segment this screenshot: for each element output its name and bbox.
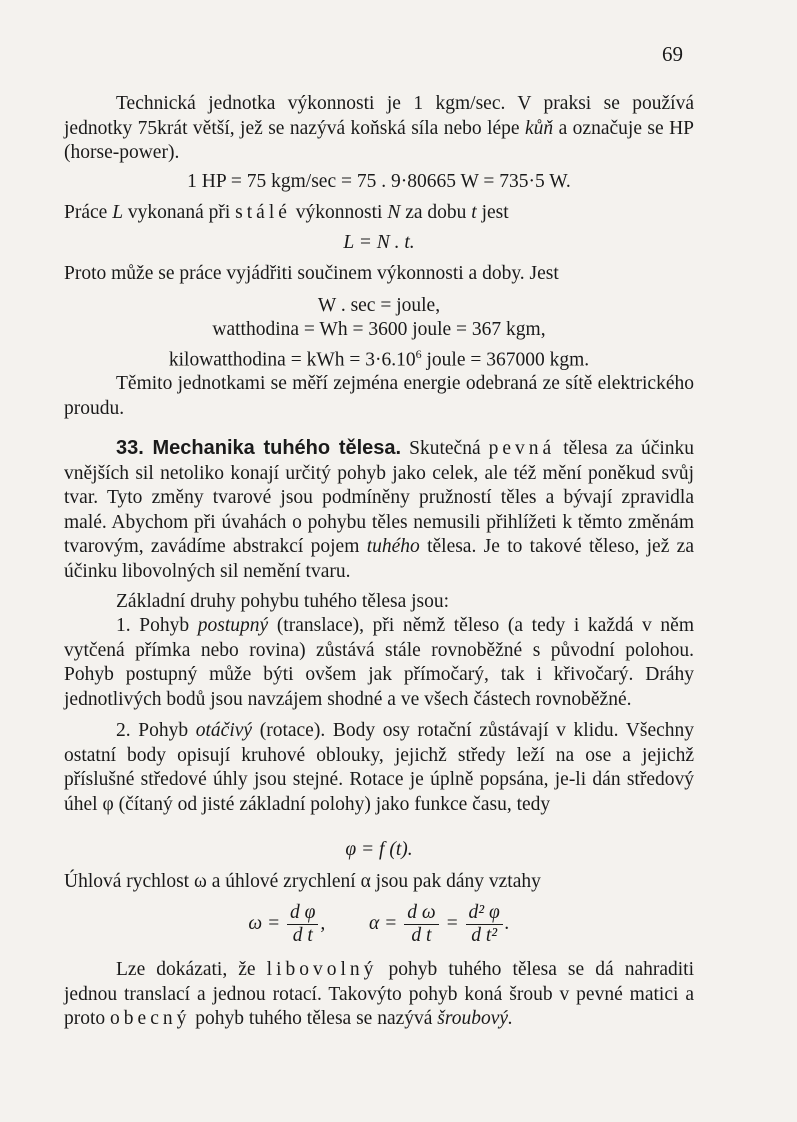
paragraph-translation: 1. Pohyb postupný (translace), při němž těleso (a tedy i každá v něm vytčená přímka nebo rovina) zůstává stále rovnoběžné s původní polohou. Pohyb postupný může býti ovšem jak přímočarý, tak i křivočarý. Dráhy jednotlivých bodů jsou navzájem shodné a ve všech částech rovnoběžné. — [64, 615, 694, 710]
equation-work: L = N . t. — [343, 232, 415, 253]
equation-phi: φ = f (t). — [345, 839, 413, 860]
equation-hp: 1 HP = 75 kgm/sec = 75 . 9·80665 W = 735·5 W. — [187, 171, 571, 192]
fraction-domega-dt: $\frac{\text{d ω}}{\text{d t}}$ — [404, 902, 438, 947]
fraction-d2phi-dt2: $\frac{\text{d² φ}}{\text{d t²}}$ — [466, 902, 503, 947]
paragraph-work: Práce L vykonaná při stálé výkonnosti N za dobu t jest — [64, 202, 509, 223]
paragraph-work-product: Proto může se práce vyjádřiti součinem výkonnosti a doby. Jest — [64, 263, 559, 284]
equation-angular-velocity-acceleration: ω = $\frac{\text{d φ}}{\text{d t}}$ , α = $\frac{\text{d ω}}{\text{d t}}$ = $\frac{\text{d² φ}}{\text{d t²}}$ . — [248, 902, 510, 946]
paragraph-basic-motions: Základní druhy pohybu tuhého tělesa jsou: — [116, 591, 450, 612]
paragraph-angular: Úhlová rychlost ω a úhlové zrychlení α jsou pak dány vztahy — [64, 871, 541, 892]
paragraph-energy: Těmito jednotkami se měří zejména energie odebraná ze sítě elektrického proudu. — [64, 373, 694, 419]
paragraph-rotation: 2. Pohyb otáčivý (rotace). Body osy rotační zůstávají v klidu. Všechny ostatní body opisují kruhové oblouky, jejichž středy leží na ose a jejichž příslušné středové úhly jsou stejné. Rotace je úplně popsána, je-li dán středový úhel φ (čítaný od jisté základní polohy) jako funkce času, tedy — [64, 720, 695, 815]
fraction-dphi-dt: $\frac{\text{d φ}}{\text{d t}}$ — [287, 902, 318, 947]
page-number: 69 — [662, 42, 683, 66]
paragraph-screw-motion: Lze dokázati, že libovolný pohyb tuhého tělesa se dá nahraditi jednou translací a jednou rotací. Takovýto pohyb koná šroub v pevné matici a proto obecný pohyb tuhého tělesa se nazývá šroubový. — [64, 959, 695, 1029]
equations-energy-units: W . sec = joule, watthodina = Wh = 3600 joule = 367 kgm, kilowatthodina = kWh = $3\cdot 6.10^6$ joule = 367000 kgm. — [168, 295, 590, 371]
paragraph-hp-definition: Technická jednotka výkonnosti je 1 kgm/sec. V praksi se používá jednotky 75krát větší, jež se nazývá koňská síla nebo lépe kůň a označuje se HP (horse-power). — [64, 93, 695, 163]
section-heading: 33. Mechanika tuhého tělesa. — [116, 437, 402, 459]
section-33: 33. Mechanika tuhého tělesa. Skutečná pevná tělesa za účinku vnějších sil netoliko konají určitý pohyb jako celek, ale též mění poněkud svůj tvar. Tyto změny tvarové jsou podmíněny pružností těles a bývají zpravidla malé. Abychom při úvahách o pohybu těles nemusili přihlížeti k těmto změnám tvarovým, zavádíme abstrakcí pojem tuhého tělesa. Je to takové těleso, jež za účinku libovolných sil nemění tvaru. — [64, 437, 695, 582]
